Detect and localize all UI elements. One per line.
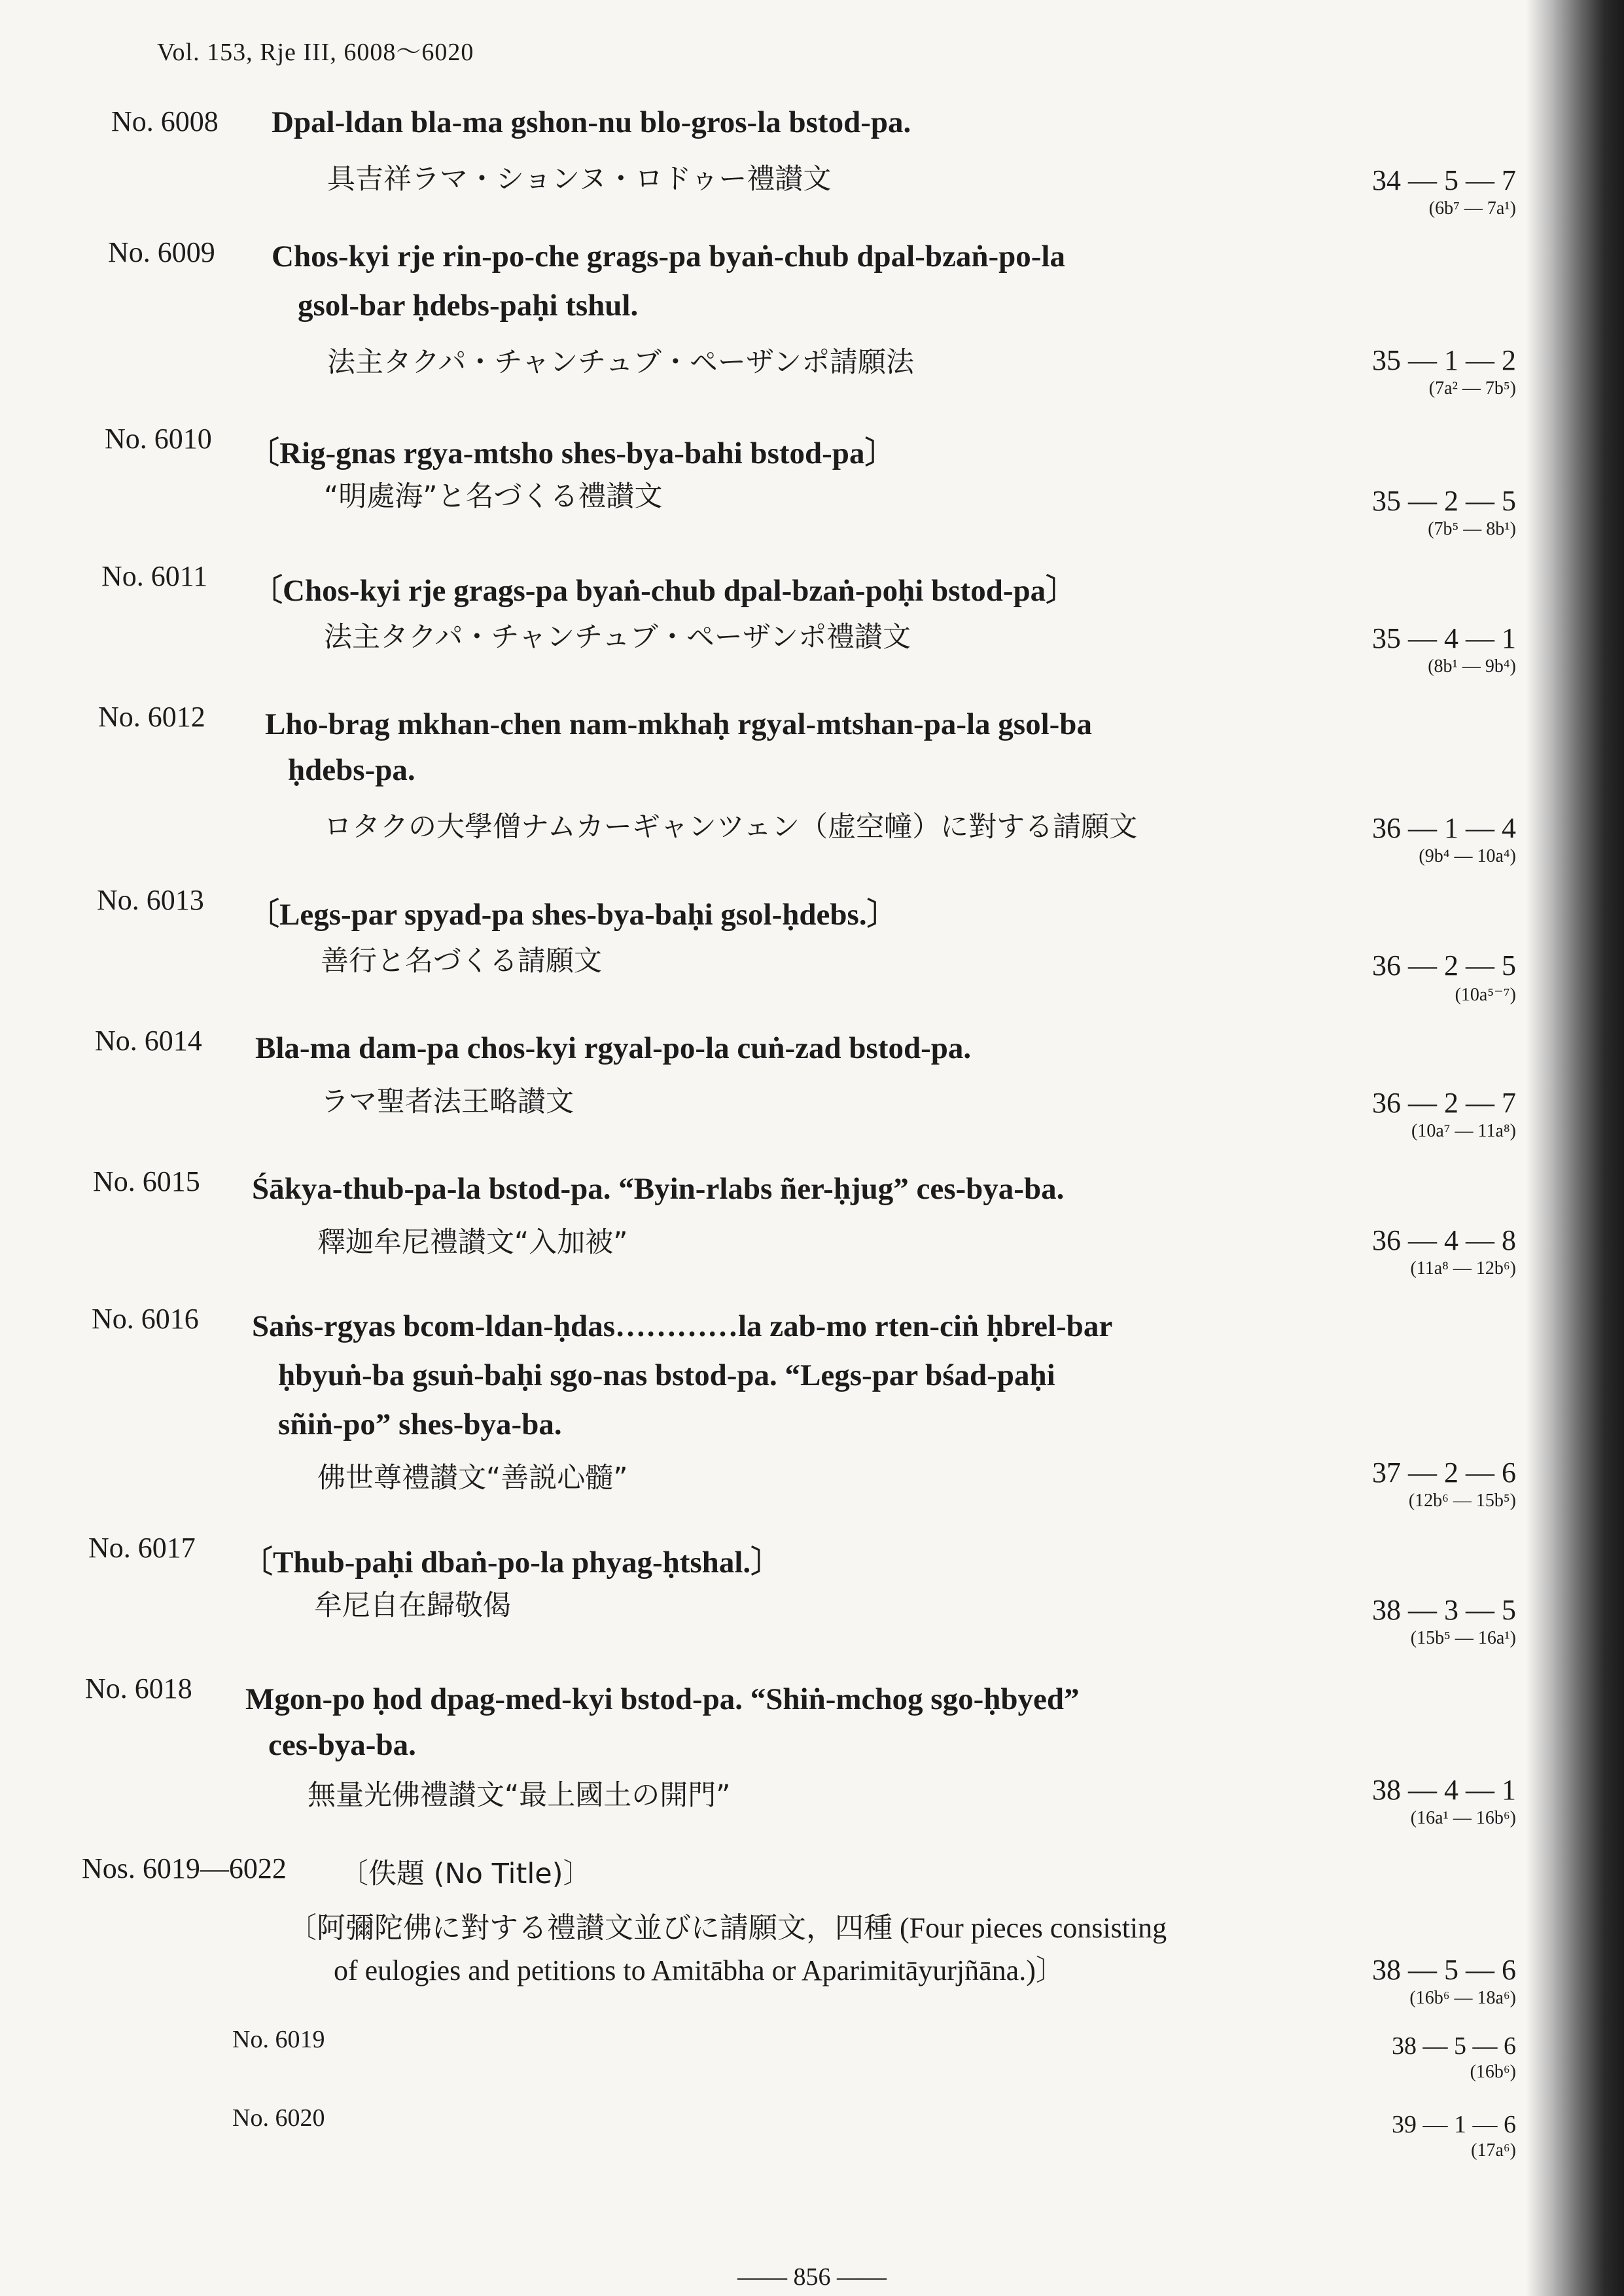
entry-number: No. 6014 xyxy=(95,1025,202,1057)
entry-title-line: ḥbyuṅ-ba gsuṅ-baḥi sgo-nas bstod-pa. “Legs-par bśad-paḥi xyxy=(278,1358,1055,1392)
entry-number: No. 6010 xyxy=(105,423,212,455)
entry-japanese-title: 無量光佛禮讃文“最上國土の開門” xyxy=(308,1779,731,1812)
entry-japanese-title: “明處海”と名づくる禮讃文 xyxy=(324,480,663,513)
entry-reference xyxy=(1372,344,1516,399)
ref-folio: (11a⁸ — 12b⁶) xyxy=(1410,1258,1516,1279)
running-header: Vol. 153, Rje III, 6008～6020 xyxy=(157,39,474,66)
entry-title-line: Bla-ma dam-pa chos-kyi rgyal-po-la cuṅ-zad bstod-pa. xyxy=(255,1031,972,1065)
ref-folio: (7b⁵ — 8b¹) xyxy=(1428,519,1516,539)
ref-folio: (10a⁷ — 11a⁸) xyxy=(1411,1121,1516,1141)
entry-japanese-title: 法主タクパ・チャンチュブ・ペーザンポ請願法 xyxy=(327,346,914,379)
ref-location: 35 — 4 — 1 xyxy=(1372,622,1516,654)
entry-reference xyxy=(1372,949,1516,1006)
entry-number: No. 6012 xyxy=(98,701,205,733)
entry-reference xyxy=(1372,1224,1516,1279)
entry-japanese-title: 釋迦牟尼禮讃文“入加被” xyxy=(317,1226,628,1259)
entry-title-line: ces-bya-ba. xyxy=(268,1728,416,1762)
entry-japanese-title: ロタクの大學僧ナムカーギャンツェン（虚空幢）に對する請願文 xyxy=(324,811,1138,843)
ref-folio: (16a¹ — 16b⁶) xyxy=(1410,1808,1516,1828)
entry-reference xyxy=(1372,811,1516,867)
sub-entry-reference xyxy=(1392,2110,1516,2161)
group-title: 〔佚題 (No Title)〕 xyxy=(340,1858,591,1890)
entry-japanese-title: 法主タクパ・チャンチュブ・ペーザンポ禮讃文 xyxy=(324,621,911,654)
entry-number: No. 6015 xyxy=(93,1165,200,1197)
entry-number: No. 6013 xyxy=(97,884,204,916)
ref-folio: (17a⁶) xyxy=(1471,2140,1516,2161)
entry-reference xyxy=(1372,1456,1516,1511)
entry-title-line: Lho-brag mkhan-chen nam-mkhaḥ rgyal-mtshan-pa-la gsol-ba xyxy=(265,707,1092,741)
ref-location: 39 — 1 — 6 xyxy=(1392,2111,1516,2138)
entry-number: No. 6008 xyxy=(111,105,219,137)
group-note-line: 〔阿彌陀佛に對する禮讃文並びに請願文，四種 (Four pieces consisting xyxy=(288,1912,1167,1944)
ref-location: 36 — 1 — 4 xyxy=(1372,812,1516,844)
entry-reference xyxy=(1372,622,1516,677)
ref-folio: (10a⁵⁻⁷) xyxy=(1455,985,1516,1005)
ref-location: 35 — 2 — 5 xyxy=(1372,485,1516,517)
entry-title-line: Dpal-ldan bla-ma gshon-nu blo-gros-la bstod-pa. xyxy=(272,105,911,139)
ref-folio: (16b⁶) xyxy=(1470,2062,1516,2082)
entry-japanese-title: 善行と名づくる請願文 xyxy=(321,945,602,978)
ref-location: 38 — 5 — 6 xyxy=(1372,1954,1516,1986)
entry-number: No. 6009 xyxy=(108,236,215,268)
ref-folio: (7a² — 7b⁵) xyxy=(1428,378,1516,398)
entry-title-line: Saṅs-rgyas bcom-ldan-ḥdas…………la zab-mo rten-ciṅ ḥbrel-bar xyxy=(252,1309,1113,1343)
group-number-range: Nos. 6019—6022 xyxy=(82,1852,287,1884)
entry-title-line: 〔Chos-kyi rje grags-pa byaṅ-chub dpal-bzaṅ-poḥi bstod-pa〕 xyxy=(252,574,1077,608)
ref-location: 36 — 4 — 8 xyxy=(1372,1224,1516,1256)
entry-reference xyxy=(1372,1593,1516,1649)
ref-location: 38 — 3 — 5 xyxy=(1372,1594,1516,1626)
ref-location: 38 — 5 — 6 xyxy=(1392,2032,1516,2060)
ref-location: 34 — 5 — 7 xyxy=(1372,164,1516,196)
ref-location: 37 — 2 — 6 xyxy=(1372,1457,1516,1489)
ref-folio: (8b¹ — 9b⁴) xyxy=(1428,656,1516,677)
group-note-line: of eulogies and petitions to Amitābha or Aparimitāyurjñāna.)〕 xyxy=(334,1954,1065,1987)
entry-title-line: ḥdebs-pa. xyxy=(288,753,415,787)
entry-japanese-title: 具吉祥ラマ・ションヌ・ロドゥー禮讃文 xyxy=(327,163,832,196)
entry-number: No. 6016 xyxy=(92,1303,199,1335)
entry-reference xyxy=(1372,1773,1516,1829)
entry-number: No. 6011 xyxy=(101,560,208,592)
sub-entry-number: No. 6020 xyxy=(232,2104,325,2132)
ref-folio: (6b⁷ — 7a¹) xyxy=(1428,198,1516,219)
sub-entry-number: No. 6019 xyxy=(232,2026,325,2053)
ref-folio: (9b⁴ — 10a⁴) xyxy=(1419,846,1516,866)
page-number: —— 856 —— xyxy=(737,2263,887,2291)
ref-folio: (16b⁶ — 18a⁶) xyxy=(1409,1988,1516,2008)
entry-title-line: sñiṅ-po” shes-bya-ba. xyxy=(278,1407,562,1441)
ref-location: 38 — 4 — 1 xyxy=(1372,1774,1516,1806)
entry-title-line: Śākya-thub-pa-la bstod-pa. “Byin-rlabs ñer-ḥjug” ces-bya-ba. xyxy=(252,1172,1065,1206)
entry-title-line: Chos-kyi rje rin-po-che grags-pa byaṅ-chub dpal-bzaṅ-po-la xyxy=(272,239,1065,274)
entry-number: No. 6018 xyxy=(85,1672,192,1704)
entry-japanese-title: 牟尼自在歸敬偈 xyxy=(314,1589,511,1622)
sub-entry-reference xyxy=(1392,2032,1516,2083)
entry-title-line: 〔Legs-par spyad-pa shes-bya-baḥi gsol-ḥdebs.〕 xyxy=(249,898,898,932)
ref-location: 36 — 2 — 5 xyxy=(1372,949,1516,981)
entry-title-line: 〔Thub-paḥi dbaṅ-po-la phyag-ḥtshal.〕 xyxy=(242,1545,782,1580)
group-reference xyxy=(1372,1953,1516,2009)
entry-japanese-title: 佛世尊禮讃文“善説心髓” xyxy=(317,1462,628,1494)
entry-number: No. 6017 xyxy=(88,1532,196,1564)
ref-folio: (12b⁶ — 15b⁵) xyxy=(1408,1491,1516,1511)
scan-shadow-edge xyxy=(1526,0,1624,2296)
ref-location: 35 — 1 — 2 xyxy=(1372,344,1516,376)
ref-location: 36 — 2 — 7 xyxy=(1372,1087,1516,1119)
entry-reference xyxy=(1372,484,1516,540)
entry-title-line: Mgon-po ḥod dpag-med-kyi bstod-pa. “Shiṅ-mchog sgo-ḥbyed” xyxy=(245,1682,1080,1716)
entry-title-line: 〔Rig-gnas rgya-mtsho shes-bya-bahi bstod-pa〕 xyxy=(249,436,896,470)
entry-reference xyxy=(1372,1086,1516,1142)
entry-japanese-title: ラマ聖者法王略讃文 xyxy=(321,1086,574,1118)
entry-reference xyxy=(1372,164,1516,219)
ref-folio: (15b⁵ — 16a¹) xyxy=(1410,1628,1516,1648)
entry-title-line: gsol-bar ḥdebs-paḥi tshul. xyxy=(298,289,639,323)
